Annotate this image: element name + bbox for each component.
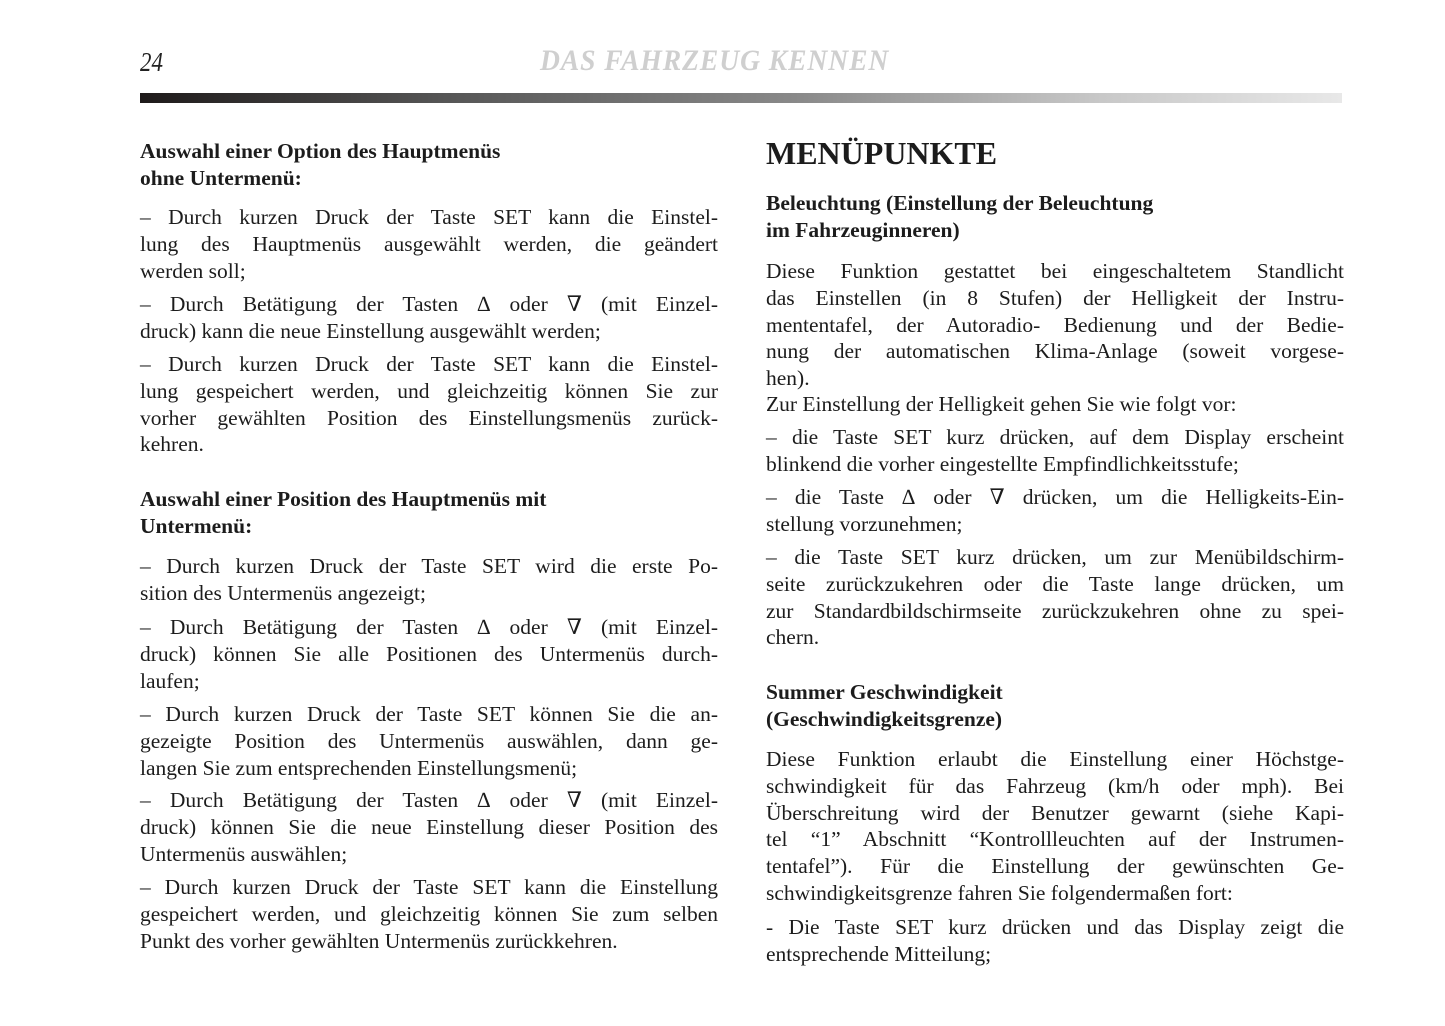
text-line: Zur Einstellung der Helligkeit gehen Sie wie folgt vor: xyxy=(766,392,1237,416)
text-line: – die Taste SET kurz drücken, auf dem Display erscheint xyxy=(766,425,1344,449)
text-line: langen Sie zum entsprechenden Einstellungsmenü; xyxy=(140,755,578,780)
text-line: chern. xyxy=(766,625,820,650)
text-line: MENÜPUNKTE xyxy=(766,135,998,171)
text-line: das Einstellen (in 8 Stufen) der Helligkeit der Instru- xyxy=(766,285,1344,310)
text-line: stellung vorzunehmen; xyxy=(766,511,963,536)
text-line: im Fahrzeuginneren) xyxy=(766,217,960,242)
text-line: nung der automatischen Klima-Anlage (soweit vorgese- xyxy=(766,339,1344,364)
paragraph xyxy=(140,701,718,781)
text-line: Diese Funktion erlaubt die Einstellung einer Höchstge- xyxy=(766,747,1344,771)
text-line: gespeichert werden, und gleichzeitig können Sie zum selben xyxy=(140,901,718,926)
paragraph xyxy=(766,544,1344,651)
text-line: Überschreitung wird der Benutzer gewarnt (siehe Kapi- xyxy=(766,800,1344,825)
text-line: mententafel, der Autoradio- Bedienung und der Bedie- xyxy=(766,312,1344,337)
text-line: – Durch Betätigung der Tasten ∆ oder ∇ (mit Einzel- xyxy=(140,788,718,812)
text-line: gezeigte Position des Untermenüs auswählen, dann ge- xyxy=(140,728,718,753)
text-line: kehren. xyxy=(140,432,204,457)
text-line: – Durch Betätigung der Tasten ∆ oder ∇ (mit Einzel- xyxy=(140,615,718,639)
paragraph xyxy=(140,787,718,867)
text-line: – Durch kurzen Druck der Taste SET können Sie die an- xyxy=(140,702,718,726)
text-line: - Die Taste SET kurz drücken und das Display zeigt die xyxy=(766,915,1344,939)
text-line: schwindigkeitsgrenze fahren Sie folgendermaßen fort: xyxy=(766,880,1233,905)
text-line: – die Taste SET kurz drücken, um zur Menübildschirm- xyxy=(766,545,1344,569)
text-line: ohne Untermenü: xyxy=(140,165,302,190)
section-title xyxy=(766,133,1344,173)
text-line: lung gespeichert werden, und gleichzeitig können Sie zur xyxy=(140,378,718,403)
page-number: 24 xyxy=(140,47,163,77)
text-line: blinkend die vorher eingestellte Empfindlichkeitsstufe; xyxy=(766,451,1239,476)
paragraph xyxy=(140,614,718,694)
text-line: – Durch Betätigung der Tasten ∆ oder ∇ (mit Einzel- xyxy=(140,292,718,316)
text-line: werden soll; xyxy=(140,258,246,283)
text-line: vorher gewählten Position des Einstellungsmenüs zurück- xyxy=(140,405,718,430)
subsection-heading xyxy=(140,138,718,192)
text-line: – Durch kurzen Druck der Taste SET kann die Einstel- xyxy=(140,352,718,376)
text-line: – Durch kurzen Druck der Taste SET wird die erste Po- xyxy=(140,554,718,578)
text-line: druck) können Sie die neue Einstellung dieser Position des xyxy=(140,814,718,839)
paragraph xyxy=(766,484,1344,538)
text-line: – Durch kurzen Druck der Taste SET kann die Einstel- xyxy=(140,205,718,229)
paragraph xyxy=(766,914,1344,968)
subsection-heading xyxy=(766,679,1344,733)
text-line: Diese Funktion gestattet bei eingeschaltetem Standlicht xyxy=(766,259,1344,283)
text-line: Untermenüs auswählen; xyxy=(140,841,348,866)
text-line: Auswahl einer Position des Hauptmenüs mit xyxy=(140,487,547,511)
paragraph xyxy=(140,553,718,607)
text-line: tel “1” Abschnitt “Kontrollleuchten auf der Instrumen- xyxy=(766,827,1344,852)
running-title: DAS FAHRZEUG KENNEN xyxy=(540,44,890,77)
subsection-heading xyxy=(766,190,1344,244)
text-line: seite zurückzukehren oder die Taste lange drücken, um xyxy=(766,571,1344,596)
header-gradient-rule xyxy=(140,93,1342,103)
subsection-heading xyxy=(140,486,718,540)
paragraph xyxy=(140,874,718,954)
text-line: druck) kann die neue Einstellung ausgewählt werden; xyxy=(140,318,601,343)
text-line: Summer Geschwindigkeit xyxy=(766,680,1003,704)
text-line: zur Standardbildschirmseite zurückzukehren ohne zu spei- xyxy=(766,598,1344,623)
text-line: Untermenü: xyxy=(140,513,253,538)
text-line: lung des Hauptmenüs ausgewählt werden, die geändert xyxy=(140,231,718,256)
text-line: Beleuchtung (Einstellung der Beleuchtung xyxy=(766,191,1154,215)
paragraph xyxy=(140,351,718,458)
paragraph xyxy=(766,746,1344,907)
paragraph xyxy=(766,391,1344,418)
text-line: – Durch kurzen Druck der Taste SET kann die Einstellung xyxy=(140,875,718,899)
text-line: entsprechende Mitteilung; xyxy=(766,941,992,966)
text-line: (Geschwindigkeitsgrenze) xyxy=(766,706,1003,731)
paragraph xyxy=(140,291,718,345)
text-line: sition des Untermenüs angezeigt; xyxy=(140,580,426,605)
paragraph xyxy=(766,258,1344,392)
text-line: tentafel”). Für die Einstellung der gewünschten Ge- xyxy=(766,854,1344,879)
text-line: druck) können Sie alle Positionen des Untermenüs durch- xyxy=(140,641,718,666)
text-line: laufen; xyxy=(140,668,200,693)
text-line: Auswahl einer Option des Hauptmenüs xyxy=(140,139,501,163)
paragraph xyxy=(766,424,1344,478)
text-line: Punkt des vorher gewählten Untermenüs zurückkehren. xyxy=(140,928,618,953)
text-line: – die Taste ∆ oder ∇ drücken, um die Helligkeits-Ein- xyxy=(766,485,1344,509)
text-line: hen). xyxy=(766,366,810,391)
text-line: schwindigkeit für das Fahrzeug (km/h oder mph). Bei xyxy=(766,773,1344,798)
paragraph xyxy=(140,204,718,284)
